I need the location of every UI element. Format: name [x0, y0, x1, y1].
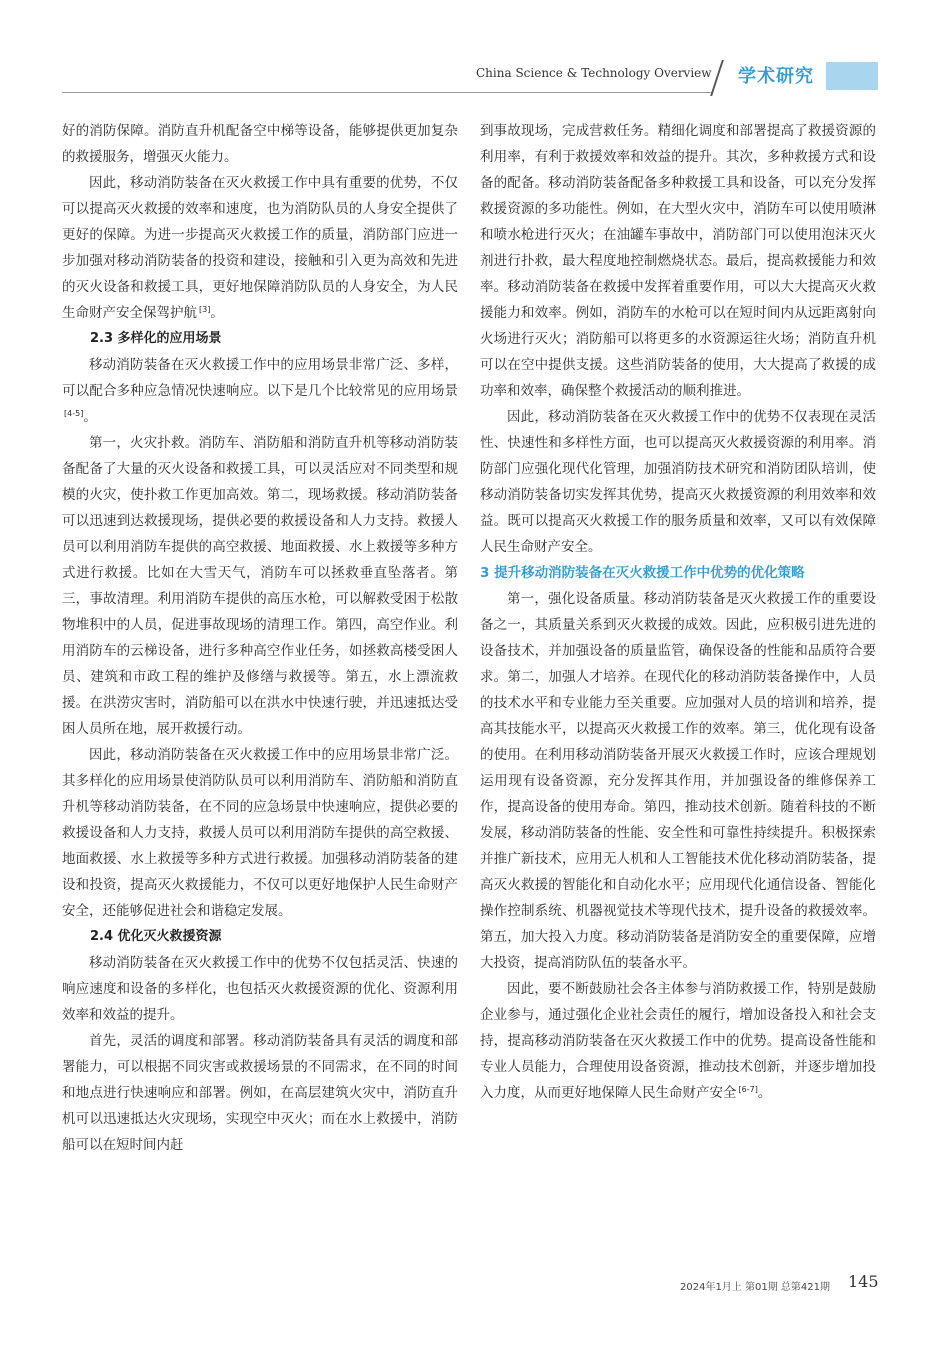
page-number: 145 [848, 1272, 879, 1291]
paragraph: 因此，移动消防装备在灭火救援工作中的优势不仅表现在灵活性、快速性和多样性方面，也可以提高灭火救援资源的利用率。消防部门应强化现代化管理，加强消防技术研究和消防团队培训，使移动消防装备切实发挥其优势，提高灭火救援资源的利用效率和效益。既可以提高灭火救援工作的服务质量和效率，又可以有效保障人民生命财产安全。 [480, 409, 876, 555]
paragraph: 因此，移动消防装备在灭火救援工作中具有重要的优势，不仅可以提高灭火救援的效率和速度，也为消防队员的人身安全提供了更好的保障。为进一步提高灭火救援工作的质量，消防部门应进一步加强对移动消防装备的投资和建设，接触和引入更为高效和先进的灭火设备和救援工具，更好地保障消防队员的人身安全，为人民生命财产安全保驾护航 [3]。 [62, 175, 458, 321]
paragraph: 第一，火灾扑救。消防车、消防船和消防直升机等移动消防装备配备了大量的灭火设备和救援工具，可以灵活应对不同类型和规模的火灾，使扑救工作更加高效。第二，现场救援。移动消防装备可以迅速到达救援现场，提供必要的救援设备和人力支持。救援人员可以利用消防车提供的高空救援、地面救援、水上救援等多种方式进行救援。比如在大雪天气，消防车可以拯救垂直坠落者。第三，事故清理。利用消防车提供的高压水枪，可以解救受困于松散物堆积中的人员，促进事故现场的清理工作。第四，高空作业。利用消防车的云梯设备，进行多种高空作业任务，如拯救高楼受困人员、建筑和市政工程的维护及修缮与救援等。第五，水上漂流救援。在洪涝灾害时，消防船可以在洪水中快速行驶，并迅速抵达受困人员所在地，展开救援行动。 [62, 435, 458, 737]
right-column [480, 118, 876, 1106]
section-heading-3: 3 提升移动消防装备在灭火救援工作中优势的优化策略 [480, 565, 805, 581]
paragraph: 移动消防装备在灭火救援工作中的应用场景非常广泛、多样，可以配合多种应急情况快速响应。以下是几个比较常见的应用场景[4-5]。 [62, 357, 458, 425]
citation: [4-5] [64, 409, 84, 418]
header-rule [62, 92, 712, 93]
header-color-block [826, 62, 878, 90]
citation: [3] [199, 305, 211, 314]
paragraph: 第一，强化设备质量。移动消防装备是灭火救援工作的重要设备之一，其质量关系到灭火救援的成效。因此，应积极引进先进的设备技术，并加强设备的质量监管，确保设备的性能和品质符合要求。第二，加强人才培养。在现代化的移动消防装备操作中，人员的技术水平和专业能力至关重要。应加强对人员的培训和培养，提高其技能水平，以提高灭火救援工作的效率。第三，优化现有设备的使用。在利用移动消防装备开展灭火救援工作时，应该合理规划运用现有设备资源，充分发挥其作用，并加强设备的维修保养工作，提高设备的使用寿命。第四，推动技术创新。随着科技的不断发展，移动消防装备的性能、安全性和可靠性持续提升。积极探索并推广新技术，应用无人机和人工智能技术优化移动消防装备，提高灭火救援的智能化和自动化水平；应用现代化通信设备、智能化操作控制系统、机器视觉技术等现代技术，提升设备的救援效率。第五，加大投入力度。移动消防装备是消防安全的重要保障，应增大投资，提高消防队伍的装备水平。 [480, 591, 876, 971]
paragraph: 好的消防保障。消防直升机配备空中梯等设备，能够提供更加复杂的救援服务，增强灭火能力。 [62, 123, 458, 165]
paragraph: 首先，灵活的调度和部署。移动消防装备具有灵活的调度和部署能力，可以根据不同灾害或救援场景的不同需求，在不同的时间和地点进行快速响应和部署。例如，在高层建筑火灾中，消防直升机可以迅速抵达火灾现场，实现空中灭火；而在水上救援中，消防船可以在短时间内赶 [62, 1033, 458, 1153]
paragraph: 到事故现场，完成营救任务。精细化调度和部署提高了救援资源的利用率，有利于救援效率和效益的提升。其次，多种救援方式和设备的配备。移动消防装备配备多种救援工具和设备，可以充分发挥救援资源的多功能性。例如，在大型火灾中，消防车可以使用喷淋和喷水枪进行灭火；在油罐车事故中，消防部门可以使用泡沫灭火剂进行扑救，最大程度地控制燃烧状态。最后，提高救援能力和效率。移动消防装备在救援中发挥着重要作用，可以大大提高灭火救援能力和效率。例如，消防车的水枪可以在短时间内从远距离射向火场进行灭火；消防船可以将更多的水资源运往火场；消防直升机可以在空中提供支援。这些消防装备的使用，大大提高了救援的成功率和效率，确保整个救援活动的顺利推进。 [480, 123, 876, 399]
journal-name: China Science & Technology Overview [476, 66, 712, 80]
section-heading-2-3: 2.3 多样化的应用场景 [90, 331, 222, 346]
section-heading-2-4: 2.4 优化灭火救援资源 [90, 929, 222, 944]
paragraph: 移动消防装备在灭火救援工作中的优势不仅包括灵活、快速的响应速度和设备的多样化，也包括灭火救援资源的优化、资源利用效率和效益的提升。 [62, 955, 458, 1023]
left-column [62, 118, 458, 1158]
issue-info: 2024年1月上 第01期 总第421期 [680, 1282, 830, 1293]
citation: [6-7] [738, 1085, 758, 1094]
section-label: 学术研究 [738, 66, 814, 87]
paragraph: 因此，要不断鼓励社会各主体参与消防救援工作，特别是鼓励企业参与，通过强化企业社会责任的履行，增加设备投入和社会支持，提高移动消防装备在灭火救援工作中的优势。提高设备性能和专业人员能力，合理使用设备资源，推动技术创新，并逐步增加投入力度，从而更好地保障人民生命财产安全 [6-7]。 [480, 981, 876, 1101]
paragraph: 因此，移动消防装备在灭火救援工作中的应用场景非常广泛。其多样化的应用场景使消防队员可以利用消防车、消防船和消防直升机等移动消防装备，在不同的应急场景中快速响应，提供必要的救援设备和人力支持，救援人员可以利用消防车提供的高空救援、地面救援、水上救援等多种方式进行救援。加强移动消防装备的建设和投资，提高灭火救援能力，不仅可以更好地保护人民生命财产安全，还能够促进社会和谐稳定发展。 [62, 747, 458, 919]
header-divider [710, 60, 724, 96]
